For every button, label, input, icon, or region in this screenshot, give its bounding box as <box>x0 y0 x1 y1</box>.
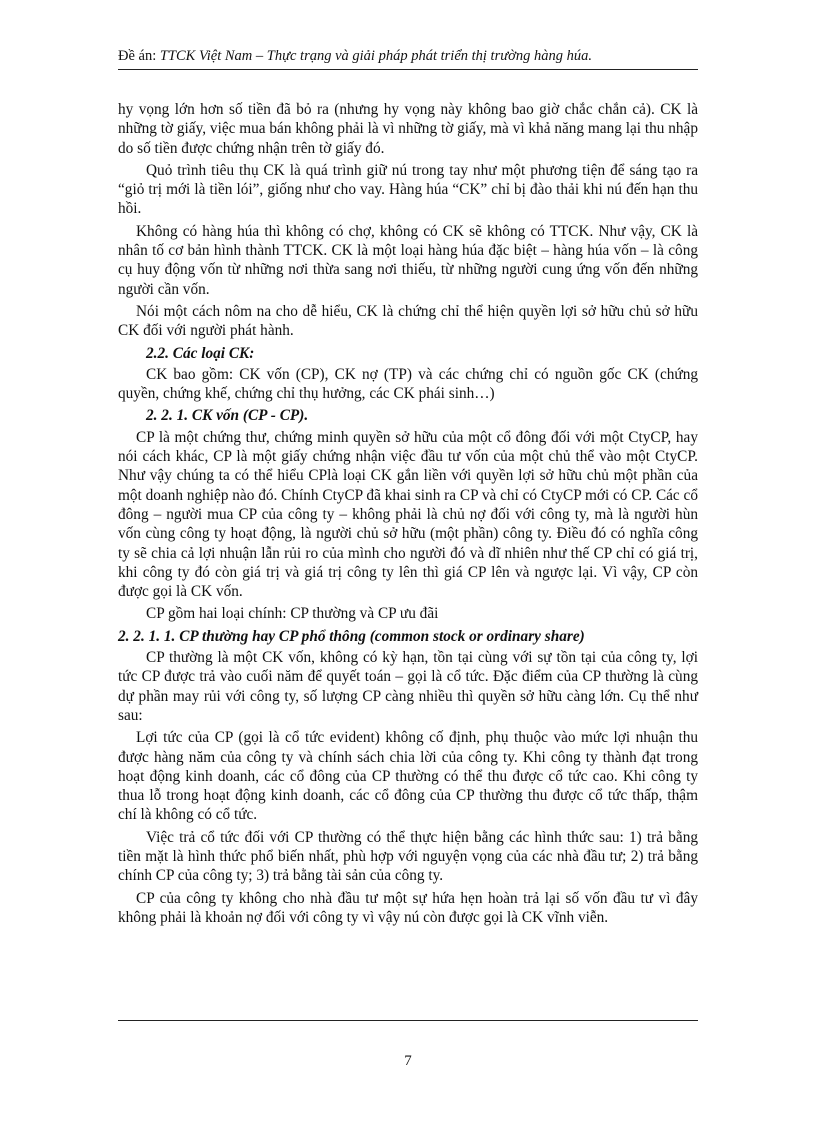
body-paragraph: Lợi tức của CP (gọi là cổ tức evident) không cố định, phụ thuộc vào mức lợi nhuận thu được hàng năm của công ty và chính sách chia lời của công ty. Khi công ty thành đạt trong hoạt động kinh doanh, các cổ đông của CP thường có thể thu được cổ tức cao. Khi công ty thua lỗ trong hoạt động kinh doanh, các cổ đông của CP thường thu được cổ tức thấp, thậm chí là không có cổ tức. <box>118 729 698 824</box>
body-paragraph: CP của công ty không cho nhà đầu tư một sự hứa hẹn hoàn trả lại số vốn đầu tư vì đây không phải là khoản nợ đối với công ty vì vậy nú còn được gọi là CK vĩnh viễn. <box>118 889 698 926</box>
footer-divider <box>118 1020 698 1021</box>
section-heading: 2.2. Các loại CK: <box>146 344 255 362</box>
body-paragraph: CP là một chứng thư, chứng minh quyền sở hữu của một cổ đông đối với một CtyCP, hay nói cách khác, CP là một giấy chứng nhận việc đầu tư vốn của một chủ thể vào một CtyCP. Như vậy chúng ta có thể hiểu CPlà loại CK gắn liền với quyền lợi sở hữu chủ một phần của một doanh nghiệp nào đó. Chính CtyCP đã khai sinh ra CP và chỉ có CtyCP mới có CP. Các cổ đông – người mua CP của công ty – không phải là chủ nợ đối với công ty, mà là người hùn vốn cùng công ty hoạt động, là người chủ sở hữu (một phần) công ty. Điều đó có nghĩa công ty sẽ chia cả lợi nhuận lẫn rủi ro của mình cho người đó và dĩ nhiên như thế CP chỉ có giá trị, khi công ty đó còn giá trị và giá trị công ty lên thì giá CP lên và ngược lại. Vì vậy, CP còn được gọi là CK vốn. <box>118 428 698 601</box>
page-header <box>118 48 698 70</box>
section-heading: 2. 2. 1. CK vốn (CP - CP). <box>146 407 309 425</box>
header-title: TTCK Việt Nam – Thực trạng và giải pháp phát triển thị trường hàng húa. <box>159 48 593 64</box>
body-paragraph: CK bao gồm: CK vốn (CP), CK nợ (TP) và các chứng chỉ có nguồn gốc CK (chứng quyền, chứng khế, chứng chỉ thụ hưởng, các CK phái sinh…) <box>118 365 698 403</box>
page-number: 7 <box>404 1053 412 1069</box>
document-body <box>118 100 698 930</box>
body-paragraph: CP gồm hai loại chính: CP thường và CP ưu đãi <box>146 605 439 623</box>
body-paragraph: hy vọng lớn hơn số tiền đã bỏ ra (nhưng hy vọng này không bao giờ chắc chắn cả). CK là những tờ giấy, việc mua bán không phải là vì những tờ giấy, mà vì khả năng mang lại thu nhập do số tiền được chứng nhận trên tờ giấy đó. <box>118 101 698 157</box>
body-paragraph: CP thường là một CK vốn, không có kỳ hạn, tồn tại cùng với sự tồn tại của công ty, lợi tức CP được trả vào cuối năm để quyết toán – gọi là cổ tức. Đặc điểm của CP thường là cùng dự phần may rủi với công ty, số lượng CP càng nhiều thì quyền sở hữu càng lớn. Cụ thể như sau: <box>118 649 698 724</box>
body-paragraph: Việc trả cổ tức đối với CP thường có thể thực hiện bằng các hình thức sau: 1) trả bằng tiền mặt là hình thức phổ biến nhất, phù hợp với nguyện vọng của các nhà đầu tư; 2) trả bằng chính CP của công ty; 3) trả bằng tài sản của công ty. <box>118 828 698 885</box>
body-paragraph: Không có hàng húa thì không có chợ, không có CK sẽ không có TTCK. Như vậy, CK là nhân tố cơ bản hình thành TTCK. CK là một loại hàng húa đặc biệt – hàng húa vốn – là công cụ huy động vốn từ những nơi thừa sang nơi thiếu, từ những người cung ứng vốn đến những người cần vốn. <box>118 222 698 298</box>
header-label: Đề án: <box>118 48 157 64</box>
body-paragraph: Quỏ trình tiêu thụ CK là quá trình giữ nú trong tay như một phương tiện để sáng tạo ra “giỏ trị mới là tiền lói”, giống như cho vay. Hàng húa “CK” chỉ bị đào thải khi nú đến hạn thu hồi. <box>118 161 698 218</box>
section-heading: 2. 2. 1. 1. CP thường hay CP phổ thông (common stock or ordinary share) <box>118 627 585 645</box>
body-paragraph: Nói một cách nôm na cho dễ hiểu, CK là chứng chỉ thể hiện quyền lợi sở hữu chủ sở hữu CK đối với người phát hành. <box>118 302 698 340</box>
